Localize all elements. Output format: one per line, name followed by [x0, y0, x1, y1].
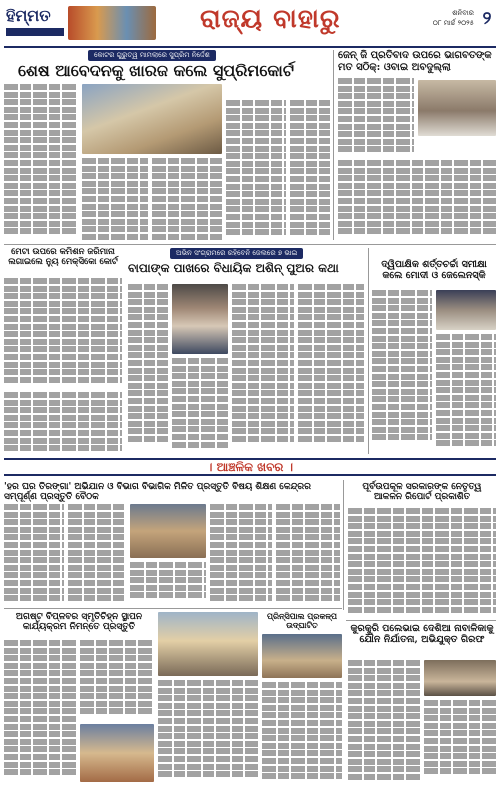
lead-body-col-2 [82, 158, 148, 242]
event-photo [158, 612, 258, 676]
mid-left-headline[interactable]: ମେଟା ଉପରେ କମିଶନ ଜରିମାନା ଲଗାଇଲେ ନ୍ୟୁ ମେକ୍ସିକୋ କୋର୍ଟ [8, 247, 118, 267]
mid-right-body-2 [436, 334, 496, 454]
right-regional-headline[interactable]: ପୂର୍ବଉପକୂଳ ସରକାରଙ୍କ ନେତୃତ୍ୱ ଆକଳନ ରିପୋର୍ଟ ପ୍ରକାଶିତ [362, 482, 482, 503]
mid-kicker: ଅଭିନ ସଂଗ୍ରାମରେ ରହିବେନି ଜେଲରେ ୭ ଭାଇ [170, 248, 303, 259]
mid-left-body-2 [4, 392, 122, 454]
mid-body-col-2 [172, 358, 228, 454]
mid-right-headline[interactable]: ଦ୍ୱିପାକ୍ଷିକ ଶର୍ତ୍ତଚର୍ଚ୍ଚା ସମୀକ୍ଷା କଲେ ମୋଦୀ ଓ ଜେଲେନସ୍କି [381, 259, 487, 281]
logo-text: ହିମ୍ମତ [6, 6, 51, 25]
column-divider [333, 50, 334, 240]
regional-body-3 [130, 562, 206, 604]
right-bottom-divider [346, 620, 496, 621]
mid-headline[interactable]: ବାପାଙ୍କ ପାଖରେ ବିଧାୟିକ ଅଶିନ୍ ପୁଅର କଥା [128, 261, 339, 275]
newspaper-logo[interactable] [4, 4, 66, 42]
bottom-left-body-2 [80, 640, 154, 720]
bottom-left-body-1 [4, 640, 76, 782]
right-top-headline[interactable]: ଜେନ୍ ଜି ପ୍ରତିବାଦ ଉପରେ ଭାଗବତଙ୍କ ମତ ସଠିକ୍: ଓବାଇ ଅବଦୁଲ୍ଲା [338, 50, 492, 73]
masthead-photo-strip [68, 6, 156, 40]
masthead [4, 4, 496, 44]
day-label: ଶନିବାର [452, 9, 474, 17]
modi-zelensky-photo [436, 290, 496, 330]
regional-body-2 [68, 504, 126, 604]
lead-body-col-4 [226, 100, 286, 242]
regional-body-5 [276, 504, 340, 604]
mid-body-col-4 [298, 284, 364, 454]
supreme-court-photo [82, 84, 222, 154]
lead-body-col-3 [152, 158, 222, 242]
date-label: ୦୮ ମାର୍ଚ୍ଚ ୨୦୨୫ [432, 19, 474, 27]
logo-underbar [6, 28, 64, 36]
mid-left-body [4, 278, 122, 388]
right-regional-body [348, 508, 496, 620]
regional-body-4 [210, 504, 272, 604]
mid-body-col-1 [128, 284, 168, 454]
regional-headline[interactable]: 'ହର ଘର ତିରଙ୍ଗା' ଅଭିଯାନ ଓ ବିଭାଗ ବିଭାଗିକ ମିଳିତ ପ୍ରସ୍ତୁତି ବିଷୟ ଶିକ୍ଷଣ କେନ୍ଦ୍ରର ସମ୍ପୂର୍ଣ୍ଣ ପ୍ରସ୍ତୁତି ବୈଠକ [4, 482, 311, 503]
masthead-rule [4, 46, 496, 48]
lead-kicker: କୋଟର ଗୁରୁତ୍ୱ ମାମଲାରେ ସୁପ୍ରିମ ନିର୍ଦ୍ଦେଶ [88, 50, 216, 61]
mid-body-col-3 [232, 284, 294, 454]
regional-divider [4, 608, 342, 609]
right-top-body-2 [338, 160, 496, 240]
bottom-right-body-1 [348, 660, 420, 782]
lead-body-col-5 [290, 100, 330, 242]
meeting-photo [130, 504, 206, 558]
page-number: ୨ [482, 8, 492, 29]
inauguration-photo [262, 634, 342, 678]
accused-photo [424, 660, 496, 696]
mid-right-body-1 [372, 290, 432, 454]
lead-body-col-1 [4, 84, 78, 242]
section-divider [4, 244, 496, 245]
column-divider-3 [343, 480, 344, 610]
lead-headline[interactable]: ଶେଷ ଆବେଦନକୁ ଖାରଜ କଲେ ସୁପ୍ରିମକୋର୍ଟ [18, 61, 294, 80]
column-divider-2 [368, 248, 369, 454]
politician-photo [418, 80, 496, 136]
bottom-mid-body [262, 682, 342, 782]
bottom-mid-headline[interactable]: ପ୍ରିନ୍ସିପାଲ ପ୍ରକଳ୍ପ ଉଦ୍‌ଘାଟିତ [266, 611, 338, 631]
regional-news-banner: । ଆଞ୍ଚଳିକ ଖବର । [4, 458, 496, 476]
regional-body-1 [4, 504, 64, 604]
right-top-body-1 [338, 78, 414, 158]
bottom-center-body [158, 680, 258, 782]
dateline [414, 8, 474, 28]
mla-son-photo [172, 284, 228, 354]
ceremony-photo [80, 724, 154, 782]
bottom-right-headline[interactable]: କୁରକୁରି ପଲେଭାଇ ଦେଶିଆ ନାବାଳିକାକୁ ଯୌନ ନିର୍ଯାତନା, ଅଭିଯୁକ୍ତ ଗିରଫ [350, 623, 494, 645]
bottom-left-headline[interactable]: ଅଗଷ୍ଟ ବିପ୍ଳବର ସ୍ମୃତିଚିହ୍ନ ସ୍ଥାପନ କାର୍ଯ୍ୟକ୍ରମ ନିମନ୍ତେ ପ୍ରସ୍ତୁତି [15, 612, 143, 633]
section-title: ରାଜ୍ୟ ବାହାରୁ [200, 4, 341, 34]
bottom-right-body-2 [424, 700, 496, 782]
